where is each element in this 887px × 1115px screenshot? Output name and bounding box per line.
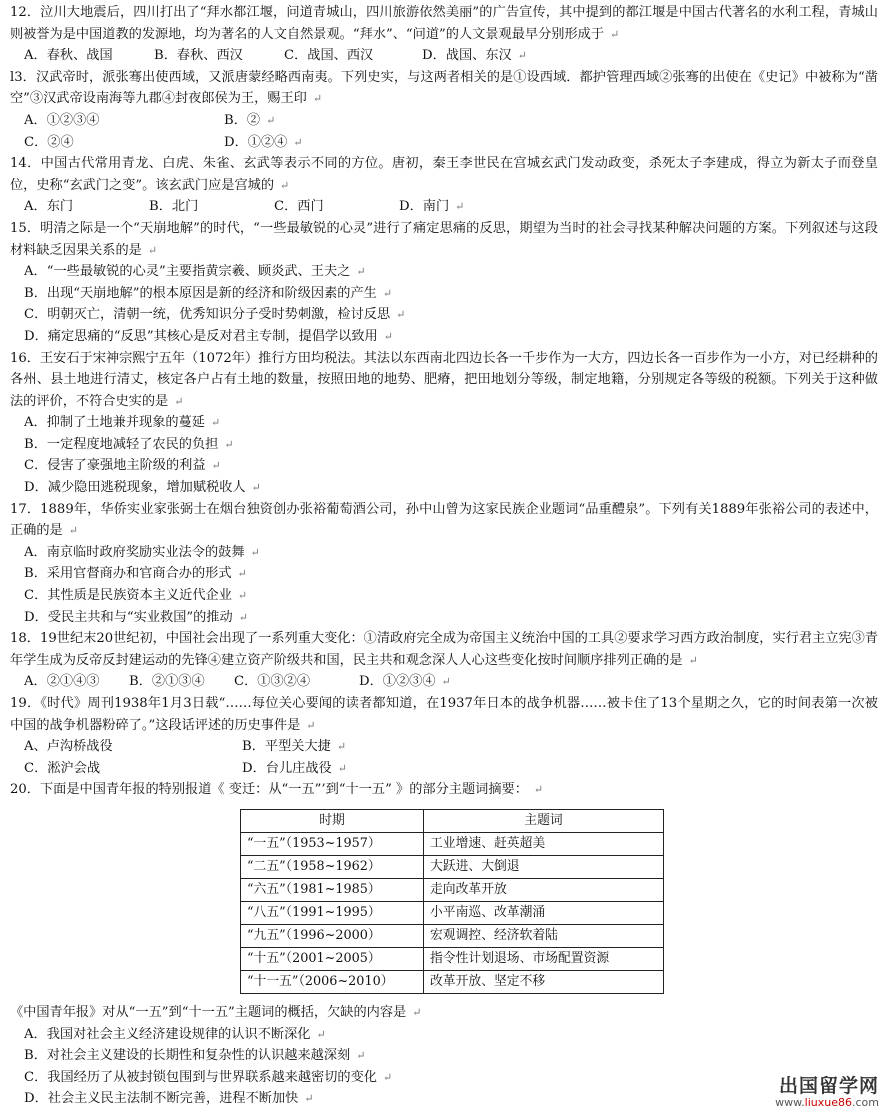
option-d: D．减少隐田逃税现象，增加赋税收人 ↵ bbox=[24, 480, 261, 496]
watermark-url: www.liuxue86.com bbox=[775, 1096, 879, 1109]
col-period-header: 时期 bbox=[241, 809, 424, 832]
table-row bbox=[241, 832, 664, 855]
option-a: A．①②③④ bbox=[24, 112, 100, 128]
question-20-stem: 20．下面是中国青年报的特别报道《 变迁：从“一五”’到“十一五” 》的部分主题词摘要： ↵ bbox=[10, 782, 544, 798]
period-cell: “九五”（1996~2000） bbox=[241, 924, 424, 947]
option-a: A．②①④③ bbox=[24, 674, 100, 690]
option-a: A．“一些最敏锐的心灵”主要指黄宗羲、顾炎武、王夫之 ↵ bbox=[24, 264, 366, 280]
option-a: A．抑制了土地兼并现象的蔓延 ↵ bbox=[24, 415, 221, 431]
table-row bbox=[241, 878, 664, 901]
question-13-options-cd: C．②④ D．①②④ ↵ bbox=[24, 132, 878, 154]
option-d: D．受民主共和与“实业救国”的推动 ↵ bbox=[24, 609, 248, 625]
question-20-prompt: 《中国青年报》对从“一五”到“十一五”主题词的概括，欠缺的内容是 ↵ bbox=[10, 1004, 422, 1020]
option-a: A．南京临时政府奖励实业法令的鼓舞 ↵ bbox=[24, 544, 260, 560]
option-b: B．平型关大捷 bbox=[242, 739, 331, 755]
table-row bbox=[241, 947, 664, 970]
question-18-stem: 18．19世纪末20世纪初，中国社会出现了一系列重大变化：①清政府完全成为帝国主义统治中国的工具②要求学习西方政治制度，实行君主立宪③青年学生成为反帝反封建运动的先锋④建立资产阶级共和国，民主共和观念深人人心这些变化按时间顺序排列正确的是 ↵ bbox=[10, 631, 878, 668]
theme-cell: 大跃进、大倒退 bbox=[424, 855, 664, 878]
option-b: B．一定程度地减轻了农民的负担 ↵ bbox=[24, 436, 234, 452]
option-d: D．南门 bbox=[399, 199, 450, 215]
question-16 bbox=[10, 348, 878, 499]
exam-page bbox=[10, 2, 878, 1110]
table-row bbox=[241, 901, 664, 924]
question-12-stem: 12．泣川大地震后，四川打出了“拜水都江堰，问道青城山，四川旅游依然美丽”的广告宣传，其中提到的都江堰是中国古代著名的水利工程，青城山则被誉为是中国道教的发源地，均为著名的人文自然景观。“拜水”、“问道”的人文景观最早分别形成于 ↵ bbox=[10, 5, 878, 42]
col-theme-header: 主题词 bbox=[424, 809, 664, 832]
question-20 bbox=[10, 779, 878, 1110]
question-13-options-ab: A．①②③④ B．② ↵ bbox=[24, 110, 878, 132]
question-19-options-ab: A、卢沟桥战役 B．平型关大捷 ↵ bbox=[24, 736, 878, 758]
question-14 bbox=[10, 153, 878, 218]
option-a: A、卢沟桥战役 bbox=[24, 739, 113, 755]
option-b: B．出现“天崩地解”的根本原因是新的经济和阶级因素的产生 ↵ bbox=[24, 285, 393, 301]
question-17-stem: 17．1889年，华侨实业家张弼士在烟台独资创办张裕葡萄酒公司，孙中山曾为这家民族企业题词“品重醴泉”。下列有关1889年张裕公司的表述中，正确的是 ↵ bbox=[10, 501, 878, 539]
period-cell: “六五”（1981~1985） bbox=[241, 878, 424, 901]
option-c: C．其性质是民族资本主义近代企业 ↵ bbox=[24, 588, 248, 604]
option-a: A．我国对社会主义经济建设规律的认识不断深化 ↵ bbox=[24, 1026, 326, 1042]
question-19-stem: 19．《时代》周刊1938年1月3日载“……每位关心要闻的读者都知道，在1937年日本的战争机器……被卡住了13个星期之久，它的时间表第一次被中国的战争机器粉碎了。”这段话评述的历史事件是 ↵ bbox=[10, 696, 878, 733]
question-12-options: A．春秋、战国 B．春秋、西汉 C．战国、西汉 D．战国、东汉 ↵ bbox=[24, 45, 878, 67]
period-cell: “一五”（1953~1957） bbox=[241, 832, 424, 855]
question-17 bbox=[10, 499, 878, 629]
question-19-options-cd: C．淞沪会战 D．台儿庄战役 ↵ bbox=[24, 758, 878, 780]
option-c: C．我国经历了从被封锁包围到与世界联系越来越密切的变化 ↵ bbox=[24, 1069, 393, 1085]
option-b: B．②①③④ bbox=[129, 674, 205, 690]
period-cell: “十一五”（2006~2010） bbox=[241, 970, 424, 993]
question-14-options: A．东门 B．北门 C．西门 D．南门 ↵ bbox=[24, 196, 878, 218]
question-18 bbox=[10, 628, 878, 693]
question-13-stem: l3．汉武帝时，派张骞出使西域，又派唐蒙经略西南夷。下列史实，与这两者相关的是①设西域．都护管理西域②张骞的出使在《史记》中被称为“凿空”③汉武帝设南海等九郡④封夜郎侯为王，赐王印 ↵ bbox=[10, 69, 878, 107]
question-12 bbox=[10, 2, 878, 67]
option-c: C．侵害了豪强地主阶级的利益 ↵ bbox=[24, 458, 221, 474]
option-d: D．痛定思痛的“反思”其核心是反对君主专制，提倡学以致用 ↵ bbox=[24, 328, 393, 344]
option-b: B．② bbox=[224, 112, 261, 128]
option-b: B．春秋、西汉 bbox=[154, 48, 243, 64]
question-15 bbox=[10, 218, 878, 348]
option-d: D．社会主义民主法制不断完善，进程不断加快 ↵ bbox=[24, 1091, 314, 1107]
theme-cell: 宏观调控、经济软着陆 bbox=[424, 924, 664, 947]
period-cell: “二五”（1958~1962） bbox=[241, 855, 424, 878]
option-b: B．北门 bbox=[149, 199, 199, 215]
option-c: C．①③②④ bbox=[234, 674, 311, 690]
option-a: A．东门 bbox=[24, 199, 74, 215]
option-b: B．对社会主义建设的长期性和复杂性的认识越来越深刻 ↵ bbox=[24, 1048, 366, 1064]
question-19 bbox=[10, 693, 878, 779]
period-cell: “十五”（2001~2005） bbox=[241, 947, 424, 970]
option-c: C．西门 bbox=[274, 199, 324, 215]
option-d: D．①②③④ bbox=[359, 674, 436, 690]
option-c: C．战国、西汉 bbox=[284, 48, 374, 64]
theme-cell: 工业增速、赶英超美 bbox=[424, 832, 664, 855]
option-a: A．春秋、战国 bbox=[24, 48, 113, 64]
table-row bbox=[241, 924, 664, 947]
table-row bbox=[241, 970, 664, 993]
theme-cell: 指令性计划退场、市场配置资源 bbox=[424, 947, 664, 970]
period-cell: “八五”（1991~1995） bbox=[241, 901, 424, 924]
table-row bbox=[241, 855, 664, 878]
question-14-stem: 14．中国古代常用青龙、白虎、朱雀、玄武等表示不同的方位。唐初，秦王李世民在宫城玄武门发动政变，杀死太子李建成，得立为新太子而登皇位，史称“玄武门之变”。该玄武门应是宫城的 ↵ bbox=[10, 156, 878, 193]
option-c: C．淞沪会战 bbox=[24, 760, 101, 776]
theme-table-header bbox=[241, 809, 664, 832]
theme-table bbox=[240, 809, 664, 994]
option-d: D．台儿庄战役 bbox=[242, 760, 332, 776]
question-13 bbox=[10, 67, 878, 153]
option-b: B．采用官督商办和官商合办的形式 ↵ bbox=[24, 566, 247, 582]
site-watermark bbox=[775, 1075, 879, 1109]
option-d: D．战国、东汉 bbox=[422, 48, 512, 64]
theme-cell: 小平南巡、改革潮涌 bbox=[424, 901, 664, 924]
question-18-options: A．②①④③ B．②①③④ C．①③②④ D．①②③④ ↵ bbox=[24, 671, 878, 693]
theme-cell: 走向改革开放 bbox=[424, 878, 664, 901]
watermark-title: 出国留学网 bbox=[778, 1075, 879, 1097]
option-c: C．明朝灭亡，清朝一统，优秀知识分子受时势刺激，检讨反思 ↵ bbox=[24, 307, 406, 323]
theme-cell: 改革开放、坚定不移 bbox=[424, 970, 664, 993]
option-d: D．①②④ bbox=[224, 134, 288, 150]
question-16-stem: 16．王安石于宋神宗熙宁五年（1072年）推行方田均税法。其法以东西南北四边长各一千步作为一大方，四边长各一百步作为一小方，对已经耕种的各州、县土地进行清丈，核定各户占有土地的数量，按照田地的地势、肥瘠，把田地划分等级，制定地籍，分别规定各等级的税额。下列关于这种做法的评价，不符合史实的是 ↵ bbox=[10, 350, 878, 409]
question-15-stem: 15．明清之际是一个“天崩地解”的时代，“一些最敏锐的心灵”进行了痛定思痛的反思，期望为当时的社会寻找某种解决问题的方案。下列叙述与这段材料缺乏因果关系的是 ↵ bbox=[10, 220, 878, 258]
option-c: C．②④ bbox=[24, 134, 74, 150]
